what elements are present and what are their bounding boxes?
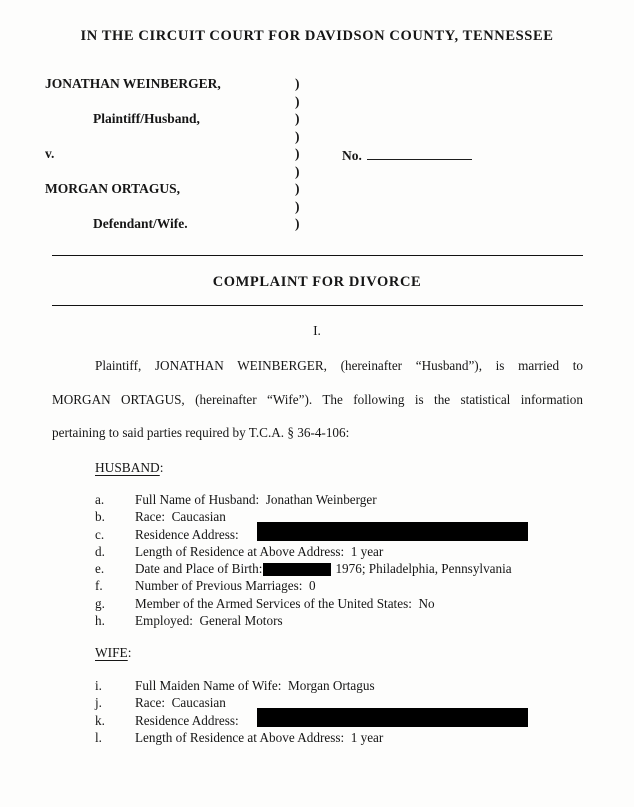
list-item bbox=[95, 596, 512, 613]
husband-heading-text: HUSBAND bbox=[95, 460, 160, 475]
item-letter: d. bbox=[95, 543, 105, 559]
item-letter: k. bbox=[95, 712, 105, 728]
plaintiff-name: JONATHAN WEINBERGER, bbox=[45, 76, 221, 91]
redaction-bar bbox=[263, 563, 331, 576]
item-letter: b. bbox=[95, 509, 105, 525]
caption-row bbox=[45, 216, 590, 234]
caption-paren: ) bbox=[295, 76, 300, 91]
horizontal-rule-top bbox=[52, 255, 583, 256]
item-text: Date and Place of Birth: bbox=[135, 561, 263, 577]
item-letter: a. bbox=[95, 492, 105, 507]
defendant-role: Defendant/Wife. bbox=[93, 216, 188, 231]
caption-paren: ) bbox=[295, 181, 300, 196]
case-number-blank-line bbox=[367, 146, 472, 160]
horizontal-rule-bottom bbox=[52, 305, 583, 306]
item-text: Employed: General Motors bbox=[135, 613, 283, 629]
item-text: Full Maiden Name of Wife: Morgan Ortagus bbox=[135, 678, 375, 693]
paragraph-line: Plaintiff, JONATHAN WEINBERGER, (hereinafter “Husband”), is married to bbox=[95, 358, 583, 373]
list-item bbox=[95, 561, 512, 578]
caption-paren: ) bbox=[295, 128, 300, 144]
item-letter: h. bbox=[95, 613, 105, 629]
versus-label: v. bbox=[45, 146, 55, 161]
court-title: IN THE CIRCUIT COURT FOR DAVIDSON COUNTY, TENNESSEE bbox=[80, 28, 554, 44]
caption-paren: ) bbox=[295, 163, 300, 179]
paragraph-line: pertaining to said parties required by T.C.A. § 36-4-106: bbox=[52, 425, 350, 441]
caption-row bbox=[45, 146, 590, 164]
item-text: Full Name of Husband: Jonathan Weinberger bbox=[135, 492, 377, 507]
item-text: Length of Residence at Above Address: 1 year bbox=[135, 729, 384, 745]
item-letter: i. bbox=[95, 678, 102, 693]
caption-paren: ) bbox=[295, 146, 300, 161]
caption-row bbox=[45, 94, 590, 112]
list-item bbox=[95, 527, 512, 544]
case-caption bbox=[45, 76, 590, 234]
defendant-name: MORGAN ORTAGUS, bbox=[45, 181, 181, 196]
list-item bbox=[95, 730, 383, 747]
item-text: Residence Address: bbox=[135, 712, 239, 728]
caption-row bbox=[45, 111, 590, 129]
item-text-suffix: 1976; Philadelphia, Pennsylvania bbox=[335, 561, 512, 577]
husband-heading-colon: : bbox=[159, 460, 164, 475]
item-text: Residence Address: bbox=[135, 526, 239, 542]
item-letter: c. bbox=[95, 526, 105, 542]
item-text: Race: Caucasian bbox=[135, 509, 226, 525]
wife-statistics-list bbox=[95, 678, 383, 747]
caption-row bbox=[45, 129, 590, 147]
caption-paren: ) bbox=[295, 111, 300, 126]
case-number-label: No. bbox=[342, 148, 362, 163]
item-text: Number of Previous Marriages: 0 bbox=[135, 578, 316, 594]
list-item bbox=[95, 578, 512, 595]
item-letter: g. bbox=[95, 595, 105, 611]
item-text: Length of Residence at Above Address: 1 year bbox=[135, 543, 384, 559]
list-item bbox=[95, 544, 512, 561]
caption-paren: ) bbox=[295, 93, 300, 109]
list-item bbox=[95, 492, 512, 509]
intro-paragraph bbox=[52, 358, 583, 459]
case-number bbox=[342, 146, 472, 164]
item-letter: f. bbox=[95, 578, 103, 594]
document-title: COMPLAINT FOR DIVORCE bbox=[212, 274, 422, 290]
list-item bbox=[95, 678, 383, 695]
redaction-bar bbox=[257, 522, 528, 541]
item-letter: l. bbox=[95, 729, 102, 745]
item-text: Race: Caucasian bbox=[135, 695, 226, 711]
section-numeral: I. bbox=[313, 323, 321, 338]
wife-heading-text: WIFE bbox=[95, 645, 128, 660]
item-letter: j. bbox=[95, 695, 102, 711]
list-item bbox=[95, 613, 512, 630]
redaction-bar bbox=[257, 708, 528, 727]
wife-section-heading bbox=[95, 645, 131, 661]
item-text: Member of the Armed Services of the United States: No bbox=[135, 595, 435, 611]
caption-row bbox=[45, 164, 590, 182]
wife-heading-colon: : bbox=[127, 645, 132, 660]
paragraph-line: MORGAN ORTAGUS, (hereinafter “Wife”). The following is the statistical information bbox=[52, 391, 583, 407]
caption-paren: ) bbox=[295, 198, 300, 214]
plaintiff-role: Plaintiff/Husband, bbox=[93, 111, 200, 126]
husband-statistics-list bbox=[95, 492, 512, 630]
caption-paren: ) bbox=[295, 216, 300, 231]
caption-row bbox=[45, 181, 590, 199]
caption-row bbox=[45, 76, 590, 94]
caption-row bbox=[45, 199, 590, 217]
item-letter: e. bbox=[95, 561, 105, 577]
husband-section-heading bbox=[95, 460, 163, 476]
list-item bbox=[95, 713, 383, 730]
